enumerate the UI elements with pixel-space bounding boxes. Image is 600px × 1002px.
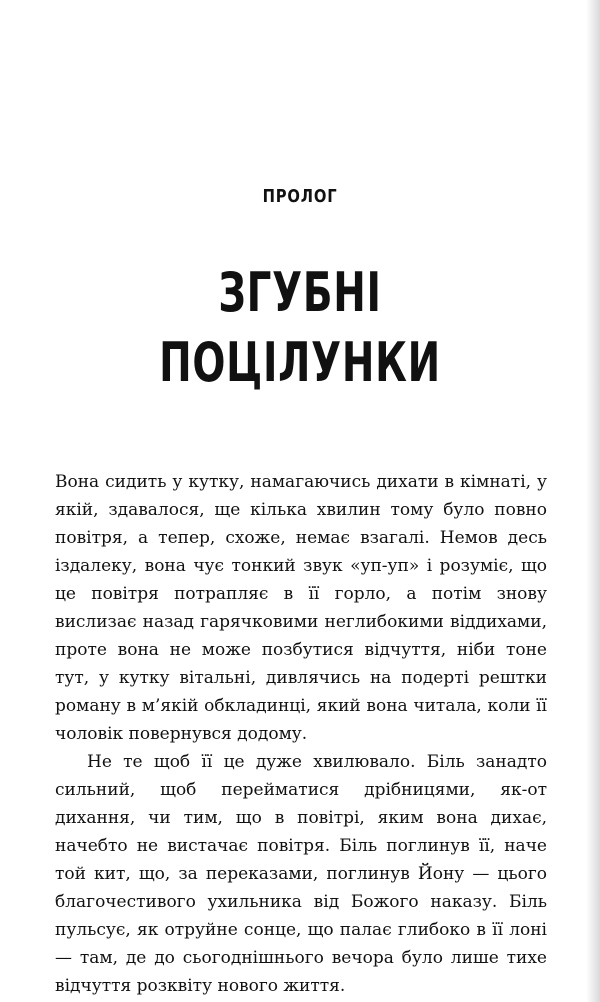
- chapter-body: [55, 468, 547, 1000]
- paragraph-2: Не те щоб її це дуже хвилювало. Біль занадто сильний, щоб перейматися дрібницями, як-от дихання, чи тим, що в повітрі, яким вона дихає, начебто не вистачає повітря. Біль поглинув її, наче той кит, що, за переказами, поглинув Йону — цього благочестивого ухильника від Божого наказу. Біль пульсує, як отруйне сонце, що палає глибоко в її лоні — там, де до сьогоднішнього вечора було лише тихе відчуття розквіту нового життя.: [55, 752, 547, 996]
- page-edge-shadow: [586, 0, 600, 1002]
- chapter-title: ЗГУБНІ ПОЦІЛУНКИ: [159, 261, 441, 394]
- chapter-kicker: ПРОЛОГ: [262, 186, 338, 207]
- paragraph-1: Вона сидить у кутку, намагаючись дихати в кімнаті, у якій, здавалося, ще кілька хвилин тому було повно повітря, а тепер, схоже, немає взагалі. Немов десь іздалеку, вона чує тонкий звук «уп-уп» і розуміє, що це повітря потрапляє в її горло, а потім знову вислизає назад гарячковими неглибокими віддихами, проте вона не може позбутися відчуття, ніби тоне тут, у кутку вітальні, дивлячись на подерті рештки роману в м’якій обкладинці, який вона читала, коли її чоловік повернувся додому.: [55, 472, 547, 744]
